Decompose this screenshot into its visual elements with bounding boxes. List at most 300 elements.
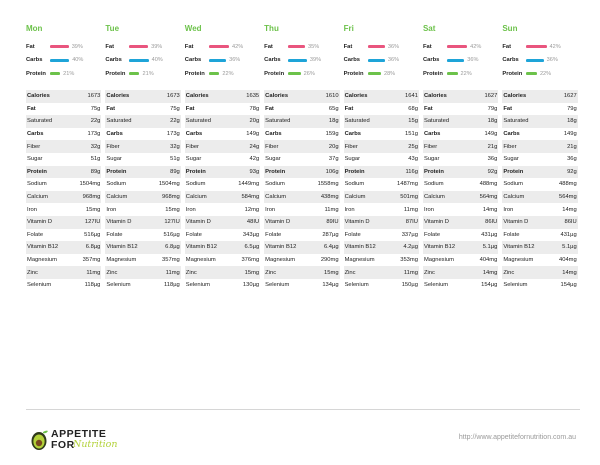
nutrient-row bbox=[344, 115, 419, 128]
nutrient-label: Selenium bbox=[106, 282, 131, 289]
nutrient-value: 154µg bbox=[560, 282, 577, 289]
nutrient-label: Magnesium bbox=[27, 257, 57, 264]
nutrient-row bbox=[502, 153, 577, 166]
nutrient-value: 22g bbox=[170, 118, 180, 125]
nutrient-row bbox=[105, 266, 180, 279]
nutrient-row bbox=[502, 229, 577, 242]
nutrient-label: Fiber bbox=[344, 143, 358, 150]
day-heading: Sat bbox=[422, 24, 436, 33]
macro-label: Protein bbox=[502, 70, 523, 77]
nutrient-row bbox=[185, 178, 260, 191]
nutrient-label: Protein bbox=[106, 168, 127, 175]
nutrient-row bbox=[423, 216, 498, 229]
macro-bar-carbs bbox=[209, 59, 226, 62]
nutrient-row bbox=[185, 229, 260, 242]
nutrient-row bbox=[264, 90, 339, 103]
macro-label: Fat bbox=[264, 43, 273, 50]
nutrient-label: Vitamin D bbox=[27, 219, 53, 226]
macro-bar-fat bbox=[368, 45, 385, 48]
nutrient-label: Calories bbox=[423, 93, 447, 100]
macro-bar-protein bbox=[368, 72, 381, 75]
nutrient-value: 20g bbox=[249, 118, 260, 125]
nutrient-value: 438mg bbox=[320, 194, 339, 201]
nutrient-value: 127IU bbox=[84, 219, 101, 226]
macro-row-protein bbox=[185, 67, 260, 81]
nutrient-row bbox=[105, 140, 180, 153]
nutrient-value: 1487mg bbox=[397, 181, 418, 188]
nutrient-value: 24g bbox=[249, 143, 260, 150]
nutrient-label: Fiber bbox=[106, 143, 120, 150]
nutrient-value: 134µg bbox=[322, 282, 339, 289]
macro-bar-carbs bbox=[50, 59, 69, 62]
nutrient-row bbox=[423, 266, 498, 279]
nutrient-value: 68g bbox=[408, 105, 418, 112]
nutrient-value: 584mg bbox=[241, 194, 260, 201]
macro-label: Fat bbox=[502, 43, 512, 50]
nutrient-row bbox=[264, 166, 339, 179]
nutrient-label: Sodium bbox=[27, 181, 47, 188]
day-column-fri bbox=[344, 24, 419, 292]
nutrient-label: Calories bbox=[106, 93, 130, 100]
nutrient-value: 48IU bbox=[246, 219, 260, 226]
macro-bar-fat bbox=[209, 45, 229, 48]
nutrient-label: Sugar bbox=[265, 156, 281, 163]
macro-row-carbs bbox=[264, 54, 339, 68]
nutrient-label: Folate bbox=[344, 231, 361, 238]
nutrient-value: 5.1µg bbox=[482, 244, 498, 251]
day-heading: Wed bbox=[184, 24, 202, 33]
nutrient-value: 15mg bbox=[85, 206, 101, 213]
nutrient-row bbox=[105, 90, 180, 103]
nutrient-value: 32g bbox=[170, 143, 180, 150]
nutrient-value: 150µg bbox=[401, 282, 418, 289]
nutrient-label: Iron bbox=[106, 206, 117, 213]
macro-bar-fat bbox=[288, 45, 305, 48]
nutrient-label: Iron bbox=[265, 206, 276, 213]
macro-row-fat bbox=[26, 40, 101, 54]
nutrient-row bbox=[26, 166, 101, 179]
nutrient-label: Vitamin D bbox=[503, 219, 529, 226]
nutrient-label: Zinc bbox=[503, 269, 515, 276]
nutrient-row bbox=[264, 140, 339, 153]
macro-label: Protein bbox=[422, 70, 443, 77]
day-column-sat bbox=[423, 24, 498, 292]
day-heading: Tue bbox=[105, 24, 120, 33]
macro-row-carbs bbox=[423, 54, 498, 68]
nutrient-label: Vitamin D bbox=[265, 219, 291, 226]
nutrient-row bbox=[264, 115, 339, 128]
nutrient-value: 404mg bbox=[479, 257, 498, 264]
nutrient-label: Sodium bbox=[344, 181, 365, 188]
nutrient-label: Saturated bbox=[503, 118, 529, 125]
macro-row-fat bbox=[264, 40, 339, 54]
nutrient-value: 151g bbox=[405, 131, 418, 138]
nutrient-value: 404mg bbox=[559, 257, 577, 264]
nutrient-label: Sodium bbox=[106, 181, 127, 188]
nutrient-row bbox=[502, 103, 577, 116]
nutrient-label: Calories bbox=[503, 93, 527, 100]
nutrient-row bbox=[264, 279, 339, 292]
nutrient-value: 89g bbox=[170, 168, 180, 175]
nutrient-label: Vitamin B12 bbox=[185, 244, 217, 251]
macro-row-protein bbox=[423, 67, 498, 81]
nutrient-label: Protein bbox=[423, 168, 444, 175]
nutrient-label: Vitamin B12 bbox=[265, 244, 297, 251]
nutrient-row bbox=[502, 266, 577, 279]
nutrient-value: 376mg bbox=[241, 257, 260, 264]
nutrient-row bbox=[26, 203, 101, 216]
day-heading: Mon bbox=[26, 24, 43, 33]
nutrient-table bbox=[423, 90, 498, 292]
nutrient-row bbox=[26, 178, 101, 191]
macro-bar-protein bbox=[50, 72, 60, 75]
nutrient-label: Folate bbox=[27, 231, 44, 238]
macro-row-protein bbox=[344, 67, 419, 81]
nutrient-label: Carbs bbox=[27, 131, 44, 138]
macro-row-protein bbox=[105, 67, 180, 81]
macro-row-fat bbox=[105, 40, 180, 54]
nutrient-row bbox=[344, 103, 419, 116]
nutrient-row bbox=[344, 140, 419, 153]
nutrient-label: Zinc bbox=[423, 269, 435, 276]
nutrient-row bbox=[264, 266, 339, 279]
macro-label: Carbs bbox=[502, 57, 519, 64]
macro-bar-fat bbox=[526, 45, 546, 48]
nutrient-row bbox=[344, 266, 419, 279]
nutrient-value: 516µg bbox=[163, 231, 180, 238]
nutrient-row bbox=[26, 153, 101, 166]
nutrient-label: Vitamin D bbox=[185, 219, 211, 226]
nutrient-value: 12mg bbox=[244, 206, 260, 213]
macro-row-protein bbox=[26, 67, 101, 81]
nutrient-row bbox=[264, 216, 339, 229]
macro-label: Protein bbox=[26, 70, 46, 77]
macro-breakdown bbox=[105, 38, 180, 90]
nutrient-value: 14mg bbox=[562, 206, 577, 213]
nutrient-value: 78g bbox=[249, 105, 260, 112]
nutrient-row bbox=[344, 279, 419, 292]
nutrient-value: 1610 bbox=[325, 93, 339, 100]
nutrient-row bbox=[344, 254, 419, 267]
macro-percent: 21% bbox=[142, 70, 154, 77]
day-column-thu bbox=[264, 24, 339, 292]
nutrient-table bbox=[502, 90, 577, 292]
nutrient-value: 1504mg bbox=[158, 181, 180, 188]
nutrient-row bbox=[502, 115, 577, 128]
nutrient-value: 92g bbox=[487, 168, 498, 175]
nutrient-row bbox=[423, 103, 498, 116]
nutrient-value: 14mg bbox=[562, 269, 577, 276]
nutrient-value: 431µg bbox=[560, 231, 577, 238]
nutrient-row bbox=[105, 178, 180, 191]
nutrient-row bbox=[185, 216, 260, 229]
macro-percent: 40% bbox=[72, 57, 84, 64]
nutrient-label: Calories bbox=[344, 93, 368, 100]
nutrient-value: 86IU bbox=[485, 219, 498, 226]
nutrient-label: Magnesium bbox=[106, 257, 137, 264]
nutrient-row bbox=[26, 90, 101, 103]
nutrient-value: 149g bbox=[484, 131, 498, 138]
nutrient-row bbox=[502, 191, 577, 204]
macro-label: Fat bbox=[343, 43, 353, 50]
nutrient-value: 36g bbox=[487, 156, 498, 163]
macro-breakdown bbox=[423, 38, 498, 90]
macro-label: Fat bbox=[422, 43, 432, 50]
nutrient-value: 6.5µg bbox=[244, 244, 260, 251]
nutrient-label: Magnesium bbox=[503, 257, 534, 264]
nutrient-row bbox=[502, 166, 577, 179]
nutrient-value: 25g bbox=[408, 143, 418, 150]
nutrient-value: 488mg bbox=[559, 181, 577, 188]
nutrient-row bbox=[105, 153, 180, 166]
macro-row-protein bbox=[264, 67, 339, 81]
nutrient-value: 93g bbox=[249, 168, 260, 175]
nutrient-row bbox=[264, 203, 339, 216]
nutrient-table bbox=[264, 90, 339, 292]
nutrient-label: Selenium bbox=[423, 282, 449, 289]
nutrient-label: Vitamin B12 bbox=[344, 244, 376, 251]
nutrient-value: 22g bbox=[90, 118, 101, 125]
macro-percent: 42% bbox=[549, 43, 561, 50]
macro-row-fat bbox=[185, 40, 260, 54]
macro-row-carbs bbox=[26, 54, 101, 68]
nutrient-label: Vitamin B12 bbox=[106, 244, 138, 251]
day-heading: Sun bbox=[502, 24, 518, 33]
nutrient-label: Zinc bbox=[106, 269, 118, 276]
nutrient-label: Calcium bbox=[423, 194, 445, 201]
nutrient-row bbox=[26, 140, 101, 153]
nutrient-row bbox=[26, 229, 101, 242]
macro-bar-protein bbox=[447, 72, 458, 75]
nutrient-label: Sugar bbox=[503, 156, 519, 163]
nutrient-value: 127IU bbox=[164, 219, 180, 226]
nutrient-row bbox=[105, 241, 180, 254]
nutrient-row bbox=[185, 254, 260, 267]
nutrient-label: Folate bbox=[503, 231, 520, 238]
nutrient-value: 564mg bbox=[479, 194, 498, 201]
nutrient-value: 75g bbox=[90, 105, 101, 112]
nutrient-value: 15g bbox=[408, 118, 418, 125]
nutrient-row bbox=[26, 128, 101, 141]
nutrient-label: Saturated bbox=[106, 118, 132, 125]
macro-percent: 36% bbox=[546, 57, 558, 64]
nutrient-label: Magnesium bbox=[423, 257, 454, 264]
nutrient-table bbox=[105, 90, 180, 292]
logo-text-nutrition: Nutrition bbox=[73, 439, 118, 450]
nutrient-row bbox=[264, 229, 339, 242]
nutrient-value: 89IU bbox=[326, 219, 339, 226]
nutrient-row bbox=[344, 153, 419, 166]
macro-label: Fat bbox=[184, 43, 194, 50]
day-heading: Fri bbox=[343, 24, 354, 33]
nutrient-row bbox=[185, 266, 260, 279]
nutrient-label: Protein bbox=[27, 168, 47, 175]
macro-label: Carbs bbox=[184, 57, 202, 64]
nutrient-label: Sugar bbox=[27, 156, 43, 163]
macro-label: Fat bbox=[26, 43, 35, 50]
nutrient-value: 1635 bbox=[246, 93, 260, 100]
nutrient-row bbox=[344, 128, 419, 141]
macro-row-protein bbox=[502, 67, 577, 81]
nutrient-label: Saturated bbox=[265, 118, 291, 125]
nutrient-value: 18g bbox=[487, 118, 498, 125]
nutrient-value: 1627 bbox=[563, 93, 577, 100]
nutrient-value: 89g bbox=[90, 168, 101, 175]
nutrient-label: Fat bbox=[106, 105, 116, 112]
nutrient-value: 130µg bbox=[242, 282, 260, 289]
nutrient-value: 1449mg bbox=[238, 181, 260, 188]
nutrient-row bbox=[423, 128, 498, 141]
nutrient-row bbox=[26, 254, 101, 267]
nutrient-row bbox=[344, 178, 419, 191]
nutrient-row bbox=[502, 254, 577, 267]
nutrient-value: 11mg bbox=[403, 206, 418, 213]
nutrient-label: Selenium bbox=[503, 282, 528, 289]
nutrient-label: Selenium bbox=[265, 282, 290, 289]
nutrient-row bbox=[423, 140, 498, 153]
nutrient-label: Iron bbox=[344, 206, 355, 213]
nutrient-row bbox=[344, 241, 419, 254]
nutrient-label: Carbs bbox=[423, 131, 441, 138]
nutrient-label: Calories bbox=[265, 93, 289, 100]
nutrient-value: 149g bbox=[246, 131, 260, 138]
footer-url-link[interactable]: http://www.appetitefornutrition.com.au bbox=[458, 434, 576, 441]
nutrient-value: 501mg bbox=[400, 194, 418, 201]
nutrient-row bbox=[423, 153, 498, 166]
nutrient-value: 32g bbox=[90, 143, 101, 150]
macro-label: Protein bbox=[264, 70, 285, 77]
nutrient-label: Calcium bbox=[106, 194, 128, 201]
nutrient-label: Saturated bbox=[423, 118, 450, 125]
nutrient-row bbox=[185, 128, 260, 141]
nutrient-row bbox=[423, 115, 498, 128]
nutrient-label: Sodium bbox=[185, 181, 206, 188]
nutrient-value: 173g bbox=[166, 131, 180, 138]
nutrient-label: Zinc bbox=[265, 269, 277, 276]
macro-label: Carbs bbox=[26, 57, 43, 64]
nutrient-label: Iron bbox=[423, 206, 434, 213]
nutrient-value: 51g bbox=[90, 156, 101, 163]
nutrient-row bbox=[185, 241, 260, 254]
nutrient-row bbox=[26, 266, 101, 279]
nutrient-row bbox=[344, 216, 419, 229]
nutrient-value: 15mg bbox=[324, 269, 339, 276]
nutrient-row bbox=[26, 191, 101, 204]
macro-bar-protein bbox=[526, 72, 537, 75]
nutrient-row bbox=[502, 140, 577, 153]
nutrient-value: 6.4µg bbox=[323, 244, 339, 251]
nutrient-row bbox=[105, 216, 180, 229]
nutrient-row bbox=[105, 103, 180, 116]
nutrient-label: Folate bbox=[185, 231, 202, 238]
day-column-wed bbox=[185, 24, 260, 292]
nutrient-label: Saturated bbox=[27, 118, 53, 125]
macro-bar-fat bbox=[447, 45, 467, 48]
nutrient-value: 516µg bbox=[84, 231, 101, 238]
macro-row-carbs bbox=[105, 54, 180, 68]
nutrient-label: Carbs bbox=[106, 131, 123, 138]
nutrient-value: 159g bbox=[325, 131, 339, 138]
nutrient-row bbox=[264, 254, 339, 267]
nutrient-row bbox=[185, 166, 260, 179]
nutrient-row bbox=[105, 279, 180, 292]
nutrient-row bbox=[423, 166, 498, 179]
nutrient-row bbox=[502, 241, 577, 254]
nutrient-label: Fiber bbox=[185, 143, 199, 150]
nutrient-value: 79g bbox=[487, 105, 498, 112]
nutrient-row bbox=[264, 178, 339, 191]
nutrient-label: Fiber bbox=[27, 143, 41, 150]
nutrient-label: Protein bbox=[265, 168, 286, 175]
nutrient-row bbox=[502, 279, 577, 292]
nutrient-row bbox=[264, 153, 339, 166]
nutrient-value: 87IU bbox=[405, 219, 418, 226]
nutrient-row bbox=[502, 90, 577, 103]
nutrient-label: Sodium bbox=[265, 181, 285, 188]
nutrient-label: Protein bbox=[503, 168, 524, 175]
nutrient-label: Vitamin D bbox=[423, 219, 449, 226]
nutrient-label: Vitamin B12 bbox=[503, 244, 535, 251]
nutrient-row bbox=[502, 216, 577, 229]
nutrient-value: 79g bbox=[567, 105, 577, 112]
macro-percent: 26% bbox=[303, 70, 315, 77]
nutrient-label: Calcium bbox=[503, 194, 525, 201]
nutrient-value: 1627 bbox=[484, 93, 498, 100]
macro-percent: 36% bbox=[387, 57, 400, 64]
macro-bar-carbs bbox=[368, 59, 385, 62]
nutrient-row bbox=[344, 191, 419, 204]
nutrient-row bbox=[264, 103, 339, 116]
nutrient-value: 357mg bbox=[162, 257, 180, 264]
nutrient-row bbox=[26, 279, 101, 292]
nutrient-row bbox=[423, 279, 498, 292]
nutrient-value: 18g bbox=[328, 118, 339, 125]
macro-label: Protein bbox=[184, 70, 205, 77]
nutrient-row bbox=[105, 115, 180, 128]
avocado-icon bbox=[30, 429, 50, 451]
nutrient-label: Calories bbox=[27, 93, 50, 100]
macro-percent: 42% bbox=[470, 43, 482, 50]
nutrient-row bbox=[344, 229, 419, 242]
macro-row-carbs bbox=[185, 54, 260, 68]
nutrient-value: 968mg bbox=[162, 194, 180, 201]
nutrient-value: 51g bbox=[170, 156, 180, 163]
nutrient-value: 5.1µg bbox=[562, 244, 577, 251]
macro-percent: 28% bbox=[383, 70, 396, 77]
nutrient-value: 118µg bbox=[84, 282, 101, 289]
nutrient-label: Selenium bbox=[344, 282, 369, 289]
nutrient-row bbox=[105, 254, 180, 267]
nutrient-label: Sugar bbox=[344, 156, 361, 163]
nutrient-value: 154µg bbox=[481, 282, 498, 289]
nutrient-label: Vitamin B12 bbox=[423, 244, 456, 251]
nutrient-label: Protein bbox=[344, 168, 365, 175]
nutrient-row bbox=[423, 90, 498, 103]
nutrient-row bbox=[264, 241, 339, 254]
nutrient-row bbox=[26, 103, 101, 116]
nutrient-value: 118µg bbox=[163, 282, 180, 289]
macro-bar-carbs bbox=[288, 59, 307, 62]
nutrient-label: Calcium bbox=[344, 194, 366, 201]
nutrient-label: Saturated bbox=[344, 118, 370, 125]
nutrient-label: Fiber bbox=[265, 143, 279, 150]
nutrient-label: Calcium bbox=[27, 194, 48, 201]
nutrient-row bbox=[344, 166, 419, 179]
macro-percent: 36% bbox=[387, 43, 400, 50]
nutrient-value: 1504mg bbox=[79, 181, 101, 188]
nutrient-value: 21g bbox=[487, 143, 498, 150]
nutrient-label: Carbs bbox=[185, 131, 203, 138]
